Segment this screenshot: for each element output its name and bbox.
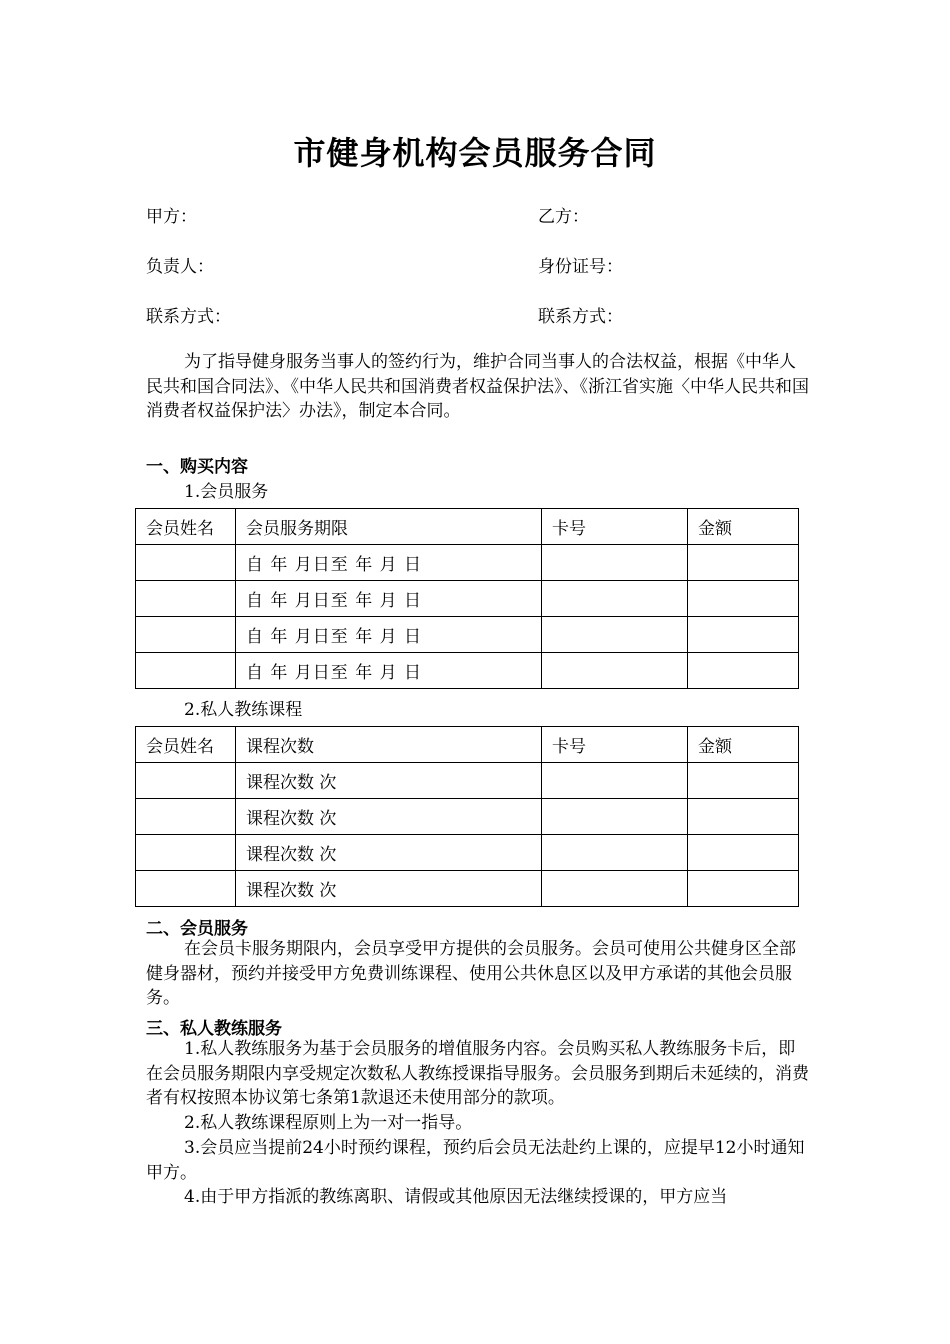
party-a-label: 甲方： [146, 207, 197, 227]
header-cell: 课程次数 [236, 727, 542, 763]
course-count-cell: 课程次数 次 [236, 835, 542, 871]
service-period-cell: 自 年 月日至 年 月 日 [236, 653, 542, 689]
table-cell [136, 871, 236, 907]
header-cell: 会员服务期限 [236, 509, 542, 545]
table-cell [542, 617, 688, 653]
service-period-cell: 自 年 月日至 年 月 日 [236, 545, 542, 581]
table-cell [688, 871, 799, 907]
table-cell [688, 581, 799, 617]
training-label: 2.私人教练课程 [184, 700, 303, 720]
document-title: 市健身机构会员服务合同 [293, 134, 657, 172]
section-3-item: 2.私人教练课程原则上为一对一指导。 [184, 1113, 473, 1133]
table-cell [542, 545, 688, 581]
table-cell [136, 835, 236, 871]
section-2-paragraph: 在会员卡服务期限内，会员享受甲方提供的会员服务。会员可使用公共健身区全部健身器材，预约并接受甲方免费训练课程、使用公共休息区以及甲方承诺的其他会员服务。 [146, 939, 796, 1008]
header-cell: 金额 [688, 727, 799, 763]
table-cell [542, 799, 688, 835]
table-cell [688, 763, 799, 799]
table-cell [688, 653, 799, 689]
membership-table [135, 508, 799, 689]
table-row [136, 545, 799, 581]
header-cell: 卡号 [542, 509, 688, 545]
table-row [136, 799, 799, 835]
table-cell [688, 799, 799, 835]
table-cell [688, 617, 799, 653]
table-cell [688, 545, 799, 581]
table-row [136, 581, 799, 617]
table-cell [136, 653, 236, 689]
table-cell [542, 871, 688, 907]
party-b-label: 乙方： [538, 207, 589, 227]
section-3-item: 3.会员应当提前24小时预约课程，预约后会员无法赴约上课的，应提早12小时通知甲方。 [146, 1138, 805, 1183]
table-cell [136, 763, 236, 799]
table-header-row [136, 509, 799, 545]
table-row [136, 653, 799, 689]
table-cell [136, 545, 236, 581]
table-cell [542, 835, 688, 871]
table-cell [542, 653, 688, 689]
responsible-person-label: 负责人： [146, 257, 214, 277]
table-cell [688, 835, 799, 871]
training-table [135, 726, 799, 907]
id-number-label: 身份证号： [538, 257, 623, 277]
table-row [136, 835, 799, 871]
membership-label: 1.会员服务 [184, 482, 269, 502]
table-cell [542, 763, 688, 799]
section-2-heading: 二、会员服务 [146, 919, 248, 939]
table-row [136, 617, 799, 653]
section-1-heading: 一、购买内容 [146, 457, 248, 477]
header-cell: 会员姓名 [136, 727, 236, 763]
table-cell [542, 581, 688, 617]
table-row [136, 763, 799, 799]
table-cell [136, 581, 236, 617]
service-period-cell: 自 年 月日至 年 月 日 [236, 617, 542, 653]
table-cell [136, 799, 236, 835]
table-row [136, 871, 799, 907]
table-header-row [136, 727, 799, 763]
header-cell: 卡号 [542, 727, 688, 763]
header-cell: 金额 [688, 509, 799, 545]
header-cell: 会员姓名 [136, 509, 236, 545]
service-period-cell: 自 年 月日至 年 月 日 [236, 581, 542, 617]
section-3-heading: 三、私人教练服务 [146, 1019, 282, 1039]
contact-b-label: 联系方式： [538, 307, 623, 327]
section-3-item: 4.由于甲方指派的教练离职、请假或其他原因无法继续授课的，甲方应当 [184, 1187, 728, 1207]
contact-a-label: 联系方式： [146, 307, 231, 327]
table-cell [136, 617, 236, 653]
preamble-paragraph: 为了指导健身服务当事人的签约行为，维护合同当事人的合法权益，根据《中华人民共和国合同法》、《中华人民共和国消费者权益保护法》、《浙江省实施〈中华人民共和国消费者权益保护法〉办法》，制定本合同。 [146, 352, 809, 421]
course-count-cell: 课程次数 次 [236, 763, 542, 799]
course-count-cell: 课程次数 次 [236, 871, 542, 907]
section-3-item: 1.私人教练服务为基于会员服务的增值服务内容。会员购买私人教练服务卡后，即在会员服务期限内享受规定次数私人教练授课指导服务。会员服务到期后未延续的，消费者有权按照本协议第七条第1款退还未使用部分的款项。 [146, 1039, 809, 1108]
course-count-cell: 课程次数 次 [236, 799, 542, 835]
